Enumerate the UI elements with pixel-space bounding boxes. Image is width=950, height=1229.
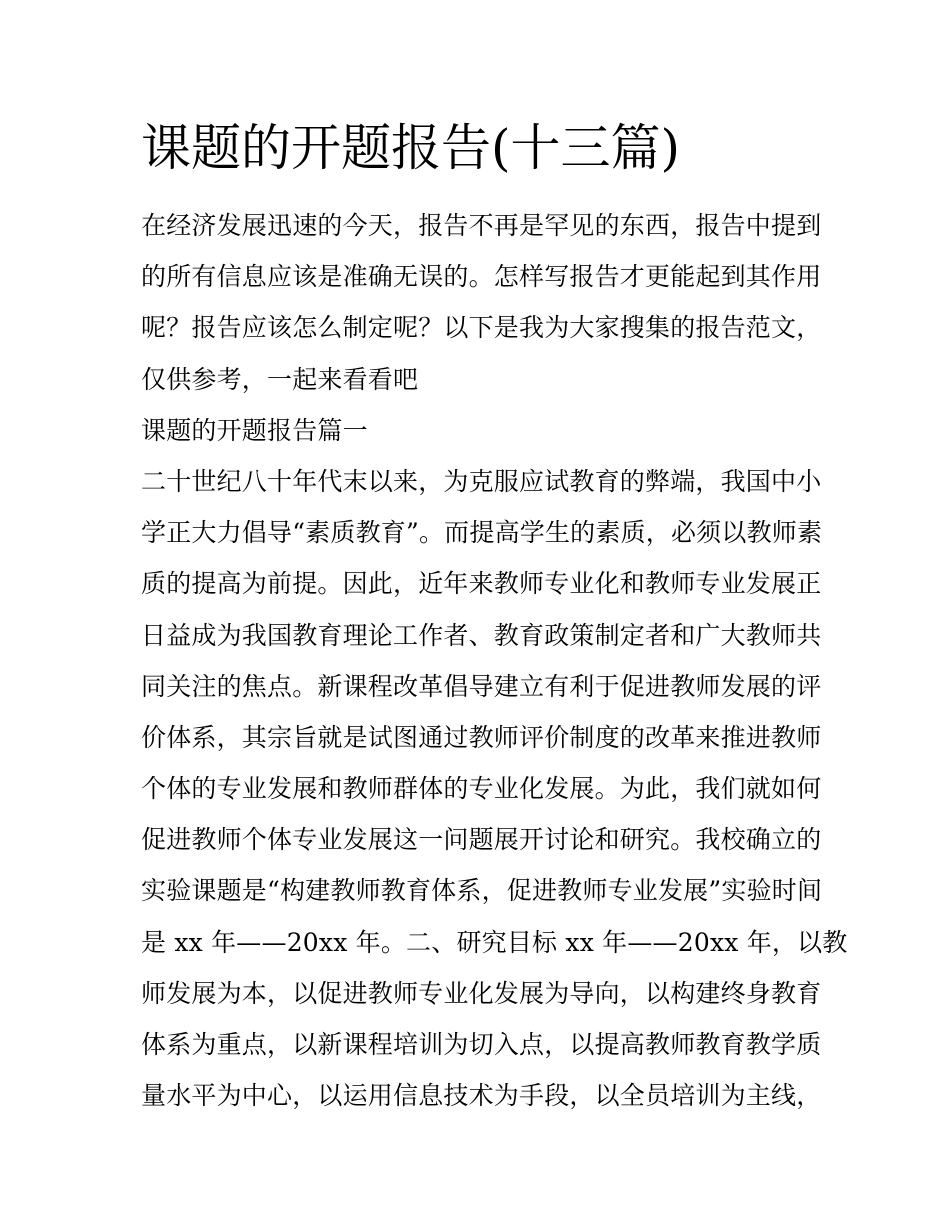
body-line: 质的提高为前提。因此，近年来教师专业化和教师专业发展正 — [141, 569, 822, 599]
body-line: 二十世纪八十年代末以来，为克服应试教育的弊端，我国中小 — [141, 466, 822, 496]
body-line: 师发展为本，以促进教师专业化发展为导向，以构建终身教育 — [141, 978, 822, 1008]
document-body — [141, 200, 848, 1121]
body-line: 促进教师个体专业发展这一问题展开讨论和研究。我校确立的 — [141, 825, 822, 855]
document-title: 课题的开题报告(十三篇) — [141, 119, 681, 177]
body-line: 在经济发展迅速的今天，报告不再是罕见的东西，报告中提到 — [141, 211, 822, 240]
body-line: 学正大力倡导“素质教育”。而提高学生的素质，必须以教师素 — [141, 518, 823, 548]
body-line: 个体的专业发展和教师群体的专业化发展。为此，我们就如何 — [141, 774, 822, 804]
document-page — [141, 110, 848, 1121]
body-line: 同关注的焦点。新课程改革倡导建立有利于促进教师发展的评 — [141, 671, 822, 701]
body-line: 实验课题是“构建教师教育体系，促进教师专业发展”实验时间 — [141, 876, 823, 906]
section-heading: 课题的开题报告篇一 — [141, 415, 368, 445]
body-line: 是 xx 年——20xx 年。二、研究目标 xx 年——20xx 年，以教 — [141, 927, 848, 957]
body-line: 的所有信息应该是准确无误的。怎样写报告才更能起到其作用 — [141, 262, 822, 292]
body-line: 量水平为中心，以运用信息技术为手段，以全员培训为主线， — [141, 1081, 822, 1111]
body-line: 呢？报告应该怎么制定呢？以下是我为大家搜集的报告范文， — [141, 313, 822, 343]
body-line: 日益成为我国教育理论工作者、教育政策制定者和广大教师共 — [141, 620, 822, 650]
body-line: 仅供参考，一起来看看吧 — [141, 364, 419, 394]
body-line: 价体系，其宗旨就是试图通过教师评价制度的改革来推进教师 — [141, 722, 822, 752]
body-line: 体系为重点，以新课程培训为切入点，以提高教师教育教学质 — [141, 1030, 822, 1059]
